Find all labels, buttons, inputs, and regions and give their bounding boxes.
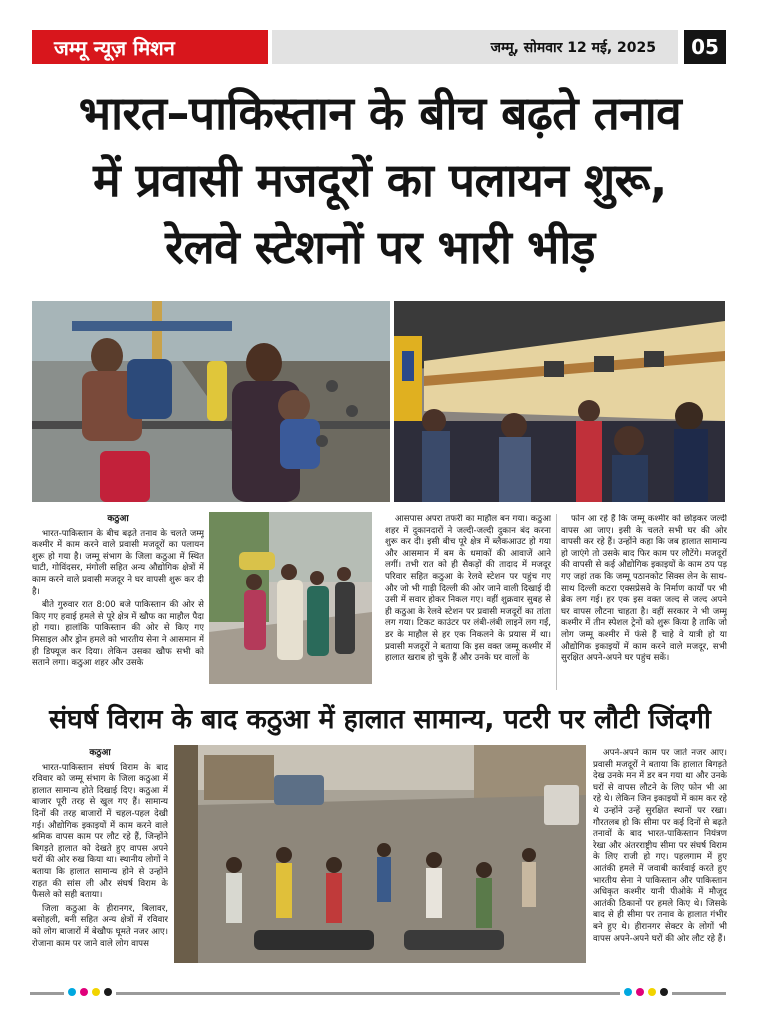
story1-headline-line: रेलवे स्टेशनों पर भारी भीड़: [165, 220, 595, 274]
story2-column-1: [32, 748, 168, 956]
registration-mark-black-icon: [660, 988, 668, 996]
registration-mark-magenta-icon: [80, 988, 88, 996]
story1-headline-line: में प्रवासी मजदूरों का पलायन शुरू,: [93, 153, 667, 207]
story2-headline: संघर्ष विराम के बाद कठुआ में हालात सामान्य, पटरी पर लौटी जिंदगी: [49, 704, 711, 735]
story2-paragraph: अपने-अपने काम पर जाते नजर आए। प्रवासी मजदूरों ने बताया कि हालात बिगड़ते देख उनके मन में डर बन गया था और उनके घरों से वापस लौटने के लिए फोन भी आ रहे थे। लेकिन जिन इकाइयों में काम कर रहे थे उन्होंने उन्हें सुरक्षित स्थानों पर रखा। गौरतलब हो कि सीमा पर कई दिनों से बढ़ते तनावों के बाद भारत-पाकिस्तान नियंत्रण रेखा और अंतरराष्ट्रीय सीमा पर संघर्ष विराम के लिए राजी हो गए। पहलगाम में हुए आतंकी हमले में जवाबी कार्रवाई करते हुए भारतीय सेना ने पाकिस्तान और पाकिस्तान अधिकृत कश्मीर यानी पीओके में मौजूद आतंकी ठिकानों पर हमले किए थे। जिसके बाद से ही सीमा पर तनाव के हालात गंभीर बने हुए थे। हीरानगर सेक्टर के लोगों भी वापस अपने-अपने घरों की ओर लौट रहे हैं।: [593, 748, 727, 944]
story1-paragraph: बीते गुरुवार रात 8:00 बजे पाकिस्तान की ओर से किए गए हवाई हमले से पूरे क्षेत्र में खौफ का माहौल पैदा हो गया। हालांकि पाकिस्तान की ओर से किए गए मिसाइल और ड्रोन हमले को भारतीय सेना ने आसमान में ही डिफ्यूज कर दिया। लेकिन उसका खौफ सभी को सताने लगा। कठुआ शहर और उसके: [32, 600, 204, 669]
story1-dateline: कठुआ: [107, 514, 129, 524]
registration-mark-cyan-icon: [68, 988, 76, 996]
photo-walking-family: [209, 512, 372, 684]
masthead-date: जम्मू, सोमवार 12 मई, 2025: [490, 39, 656, 56]
story1-paragraph: आसपास अपरा तफरी का माहौल बन गया। कठुआ शहर में दुकानदारों ने जल्दी-जल्दी दुकान बंद करना शुरू कर दी। इसी बीच पूरे क्षेत्र में ब्लैकआउट हो गया और आसमान में बम के धमाकों की आवाजें आने लगीं। तभी रात को ही सैकड़ों की तादाद में मजदूर परिवार सहित कठुआ के रेलवे स्टेशन पर पहुंच गए और जो भी गाड़ी दिल्ली की ओर जाने वाली दिखाई दी उसी में सवार होकर निकल गए। वहीं शुक्रवार सुबह से ही कठुआ के रेलवे स्टेशन पर प्रवासी मजदूरों का तांता लग गया। टिकट काउंटर पर लंबी-लंबी लाइनें लग गईं, डर के माहौल से हर एक निकलने के प्रयास में था। प्रवासी मजदूरों ने बताया कि इस वक्त जम्मू कश्मीर में हालात खराब हो चुके हैं और उनके घर वालों के: [385, 514, 551, 664]
story1-column-3: [561, 514, 727, 690]
registration-mark-black-icon: [104, 988, 112, 996]
story1-column-2: [385, 514, 551, 690]
registration-marks: [620, 988, 672, 998]
story1-headline: [30, 80, 730, 281]
story1-headline-line: भारत–पाकिस्तान के बीच बढ़ते तनाव: [78, 86, 682, 140]
registration-mark-yellow-icon: [92, 988, 100, 996]
page-number: 05: [684, 30, 726, 64]
photo-market-street: [174, 745, 586, 963]
photo-train-crowd: [394, 301, 725, 502]
registration-mark-cyan-icon: [624, 988, 632, 996]
story1-paragraph: फोन आ रहे हैं कि जम्मू कश्मीर को छोड़कर जल्दी वापस आ जाए। इसी के चलते सभी घर की ओर वापसी कर रहे हैं। उन्होंने कहा कि जब हालात सामान्य हो जाएंगे तो उसके बाद फिर काम पर लौटेंगे। मजदूरों की वापसी से कई औद्योगिक इकाइयों के काम ठप पड़ गए जहां तक कि जम्मू पठानकोट सिक्स लेन के साथ-साथ दिल्ली कटरा एक्सप्रेसवे के निर्माण कार्यों पर भी ब्रेक लग गई। हर एक इस वक्त जल्द से जल्द अपने घर वापस लौटना चाहता है। वहीं सरकार ने भी जम्मू कश्मीर में तीन स्पेशल ट्रेनों को शुरू किया है ताकि जो लोग जम्मू कश्मीर में फंसे हैं चाहे वे यात्री हो या औद्योगिक इकाइयों में काम करने वाले मजदूर, सभी सुरक्षित अपने-अपने घर पहुंच सकें।: [561, 514, 727, 664]
column-divider: [556, 514, 557, 690]
registration-marks: [64, 988, 116, 998]
registration-mark-yellow-icon: [648, 988, 656, 996]
story2-paragraph: जिला कठुआ के हीरानगर, बिलावर, बसोहली, बनी सहित अन्य क्षेत्रों में रविवार को लोग बाजारों में बेखौफ घूमते नजर आए। रोजाना काम पर जाने वाले लोग वापस: [32, 903, 168, 949]
story2-paragraph: भारत-पाकिस्तान संघर्ष विराम के बाद रविवार को जम्मू संभाग के जिला कठुआ में हालात सामान्य होते दिखाई दिए। कठुआ में बाजार पूरी तरह से खुल गए हैं। सामान्य दिनों की तरह बाजारों में चहल-पहल देखी गई। औद्योगिक इकाइयों में काम करने वाले श्रमिक वापस काम पर लौट रहे हैं, जिन्होंने बिगड़ते हालात को देखते हुए वापस अपने घरों की ओर रुख किया था। स्थानीय लोगों ने बताया कि हालात सामान्य होने से उन्होंने राहत की सांस ली और संघर्ष विराम के फैसले को सही बताया।: [32, 762, 168, 901]
masthead-date-bar: [272, 30, 678, 64]
story2-dateline: कठुआ: [89, 748, 111, 758]
story1-column-1: [32, 514, 204, 692]
masthead-brand: जम्मू न्यूज़ मिशन: [32, 30, 268, 64]
registration-mark-magenta-icon: [636, 988, 644, 996]
story2-column-2: [593, 748, 727, 956]
photo-migrants-platform: [32, 301, 390, 502]
story1-paragraph: भारत-पाकिस्तान के बीच बढ़ते तनाव के चलते जम्मू कश्मीर में काम करने वाले प्रवासी मजदूरों का पलायन शुरू हो गया है। जम्मू संभाग के जिला कठुआ में स्थित घाटी, गोविंदसर, मंगोली सहित अन्य औद्योगिक क्षेत्रों में काम करने वाले प्रवासी मजदूर ने घर वापसी शुरू कर दी है।: [32, 528, 204, 597]
